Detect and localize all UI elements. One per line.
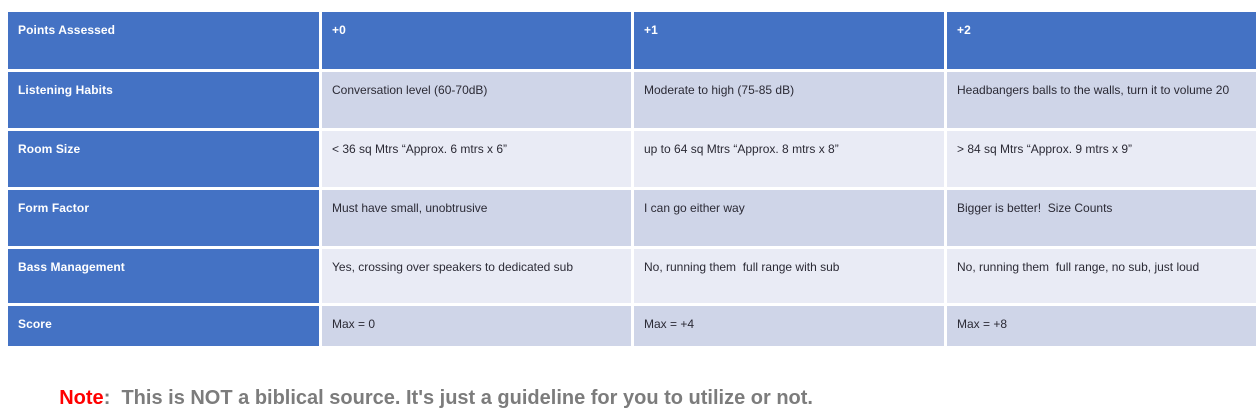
header-cell-plus1: +1 — [634, 12, 944, 69]
row-label-bass-management: Bass Management — [8, 249, 319, 303]
table-cell: Max = 0 — [322, 306, 631, 346]
row-label-room-size: Room Size — [8, 131, 319, 187]
table-cell: No, running them full range with sub — [634, 249, 944, 303]
note-caption — [37, 364, 813, 409]
note-text: : This is NOT a biblical source. It's just a guideline for you to utilize or not. — [103, 387, 813, 409]
header-cell-plus0: +0 — [322, 12, 631, 69]
row-label-listening-habits: Listening Habits — [8, 72, 319, 128]
table-cell: > 84 sq Mtrs “Approx. 9 mtrs x 9” — [947, 131, 1256, 187]
table-cell: Must have small, unobtrusive — [322, 190, 631, 246]
header-cell-plus2: +2 — [947, 12, 1256, 69]
row-label-form-factor: Form Factor — [8, 190, 319, 246]
row-label-score: Score — [8, 306, 319, 346]
points-assessed-table — [8, 12, 1248, 346]
table-cell: Conversation level (60-70dB) — [322, 72, 631, 128]
table-cell: Bigger is better! Size Counts — [947, 190, 1256, 246]
header-cell-points-assessed: Points Assessed — [8, 12, 319, 69]
table-cell: < 36 sq Mtrs “Approx. 6 mtrs x 6” — [322, 131, 631, 187]
table-cell: No, running them full range, no sub, just loud — [947, 249, 1256, 303]
table-cell: Moderate to high (75-85 dB) — [634, 72, 944, 128]
note-label: Note — [59, 387, 104, 409]
table-cell: up to 64 sq Mtrs “Approx. 8 mtrs x 8” — [634, 131, 944, 187]
table-cell: Yes, crossing over speakers to dedicated sub — [322, 249, 631, 303]
table-cell: Headbangers balls to the walls, turn it to volume 20 — [947, 72, 1256, 128]
table-cell: Max = +8 — [947, 306, 1256, 346]
table-cell: I can go either way — [634, 190, 944, 246]
table-cell: Max = +4 — [634, 306, 944, 346]
